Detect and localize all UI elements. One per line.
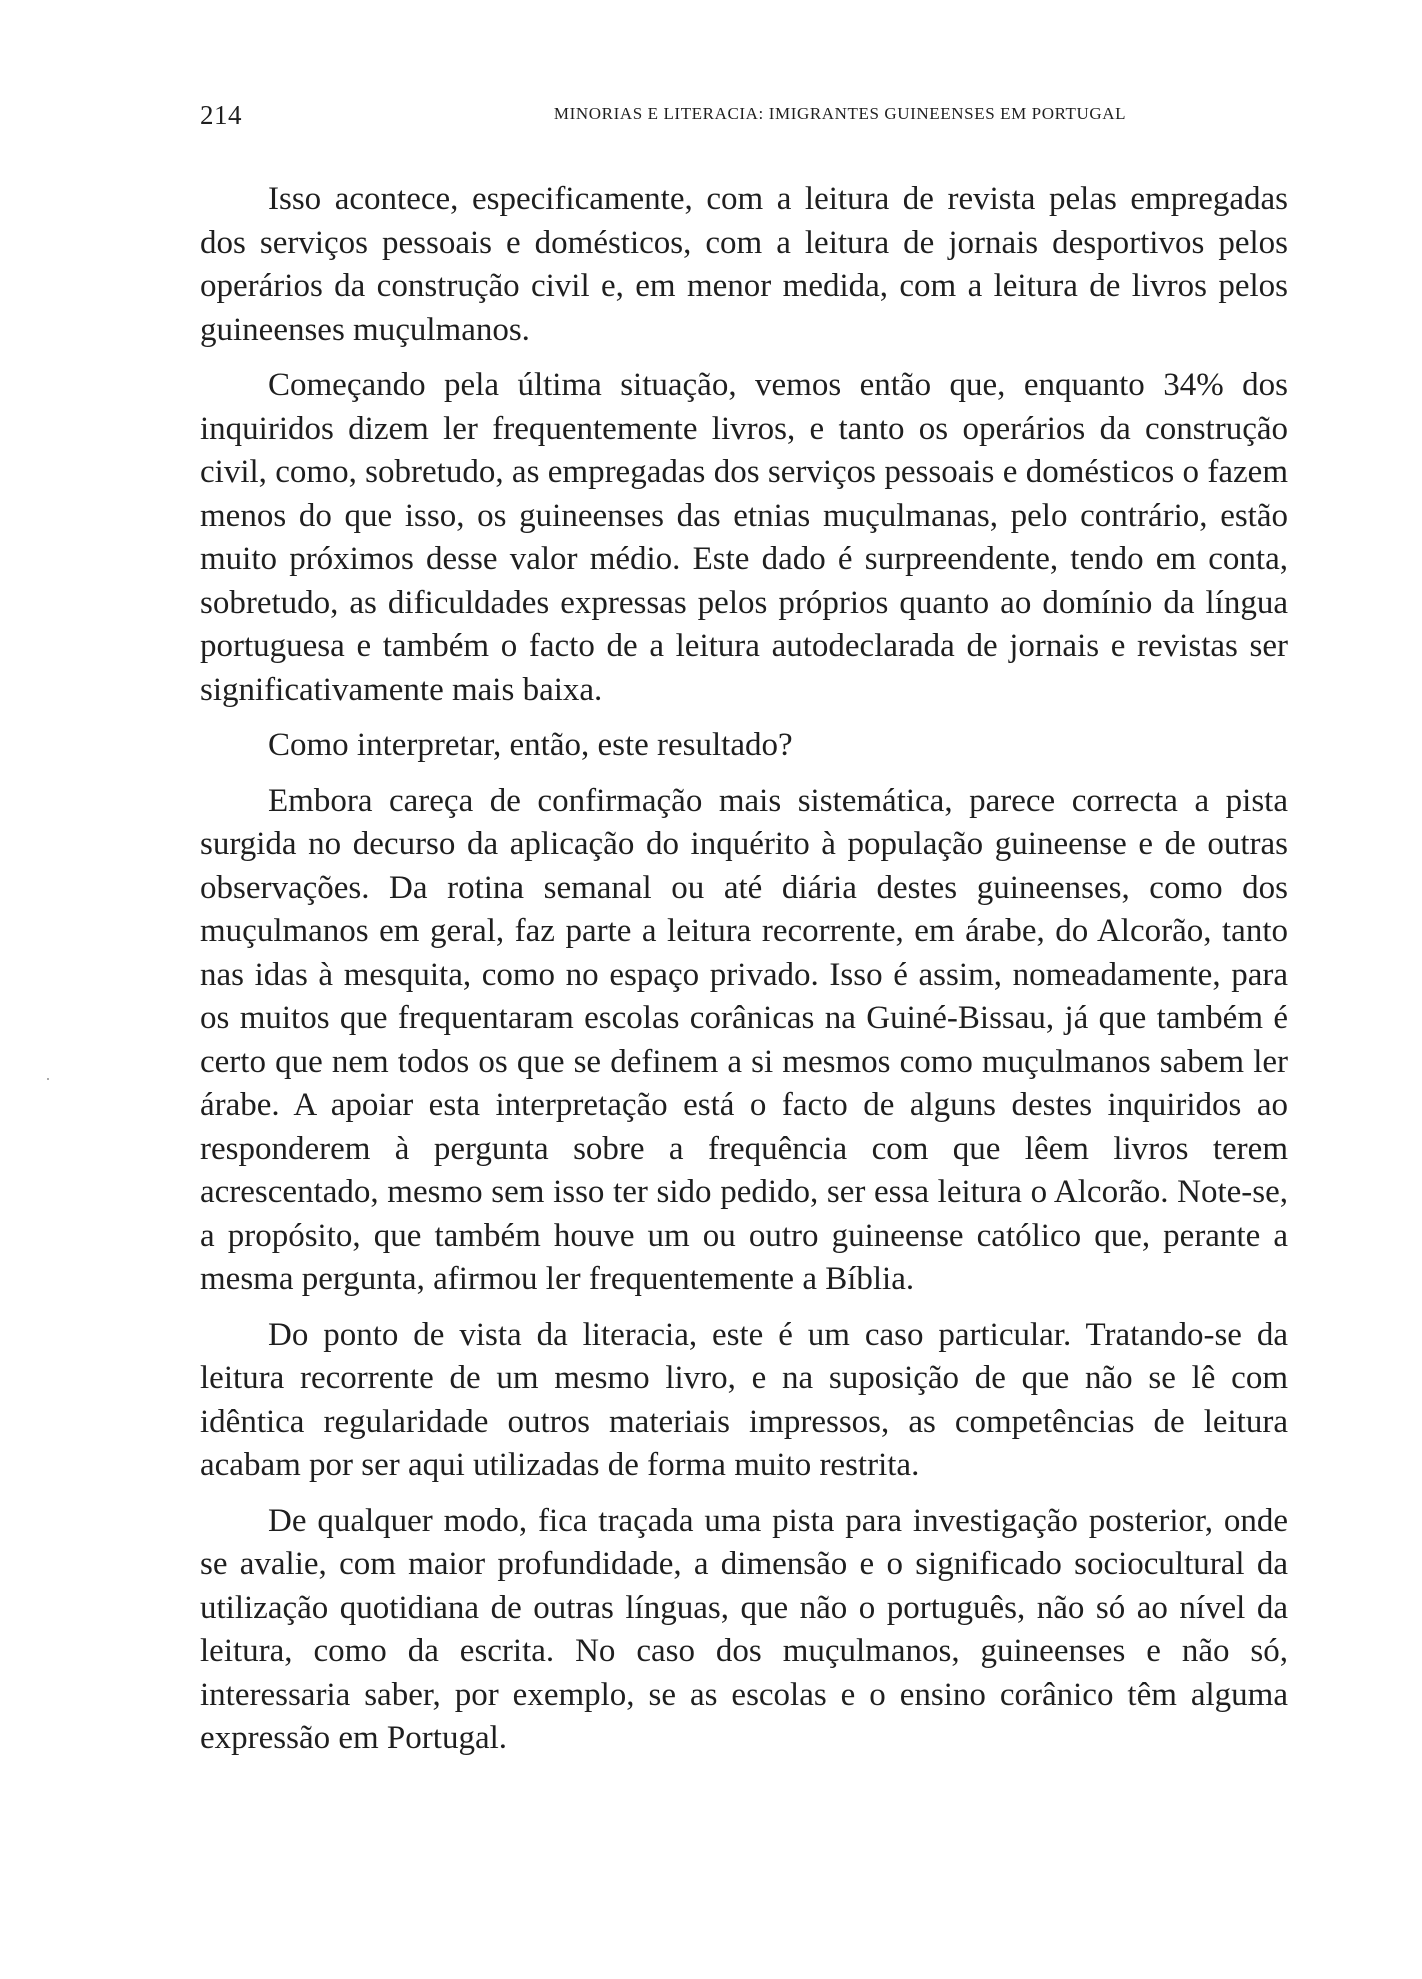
paragraph: Embora careça de confirmação mais sistemática, parece correcta a pista surgida no decurso da aplicação do inquérito à população guineense e de outras observações. Da rotina semanal ou até diária destes guineenses, como dos muçulmanos em geral, faz parte a leitura recorrente, em árabe, do Alcorão, tanto nas idas à mesquita, como no espaço privado. Isso é assim, nomeadamente, para os muitos que frequentaram escolas corânicas na Guiné-Bissau, já que também é certo que nem todos os que se definem a si mesmos como muçulmanos sabem ler árabe. A apoiar esta interpretação está o facto de alguns destes inquiridos ao responderem à pergunta sobre a frequência com que lêem livros terem acrescentado, mesmo sem isso ter sido pedido, ser essa leitura o Alcorão. Note-se, a propósito, que também houve um ou outro guineense católico que, perante a mesma pergunta, afirmou ler frequentemente a Bíblia. [200,782,1288,1297]
paragraph: De qualquer modo, fica traçada uma pista para investigação posterior, onde se avalie, com maior profundidade, a dimensão e o significado sociocultural da utilização quotidiana de outras línguas, que não o português, não só ao nível da leitura, como da escrita. No caso dos muçulmanos, guineenses e não só, interessaria saber, por exemplo, se as escolas e o ensino corânico têm alguma expressão em Portugal. [200,1502,1288,1756]
scan-speck [47,1078,49,1080]
paragraph: Isso acontece, especificamente, com a leitura de revista pelas empregadas dos serviços pessoais e domésticos, com a leitura de jornais desportivos pelos operários da construção civil e, em menor medida, com a leitura de livros pelos guineenses muçulmanos. [200,181,1288,348]
running-title: MINORIAS E LITERACIA: IMIGRANTES GUINEENSES EM PORTUGAL [553,104,1127,123]
running-head [200,100,1290,136]
page-number: 214 [200,100,242,130]
body-text [200,178,1288,1773]
paragraph: Como interpretar, então, este resultado? [268,727,793,763]
paragraph: Do ponto de vista da literacia, este é um caso particular. Tratando-se da leitura recorrente de um mesmo livro, e na suposição de que não se lê com idêntica regularidade outros materiais impressos, as competências de leitura acabam por ser aqui utilizadas de forma muito restrita. [200,1316,1288,1483]
paragraph: Começando pela última situação, vemos então que, enquanto 34% dos inquiridos dizem ler frequentemente livros, e tanto os operários da construção civil, como, sobretudo, as empregadas dos serviços pessoais e domésticos o fazem menos do que isso, os guineenses das etnias muçulmanas, pelo contrário, estão muito próximos desse valor médio. Este dado é surpreendente, tendo em conta, sobretudo, as dificuldades expressas pelos próprios quanto ao domínio da língua portuguesa e também o facto de a leitura autodeclarada de jornais e revistas ser significativamente mais baixa. [200,367,1288,708]
